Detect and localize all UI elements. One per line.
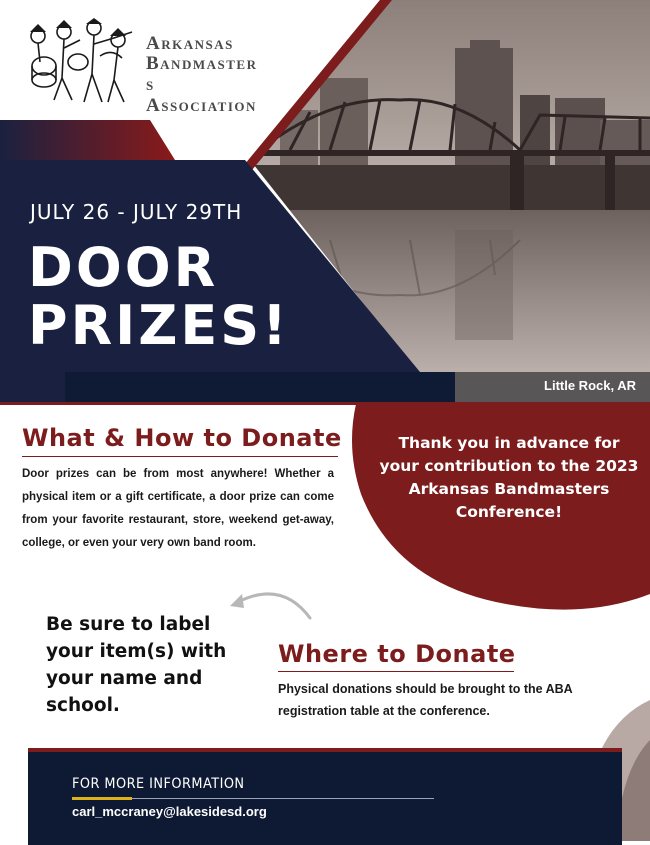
org-name-line-4: Association (146, 95, 257, 116)
band-logo (22, 18, 134, 106)
org-name-line-2: Bandmaster (146, 53, 258, 74)
page-title-line-1: DOOR (28, 236, 219, 299)
where-heading: Where to Donate (278, 640, 516, 668)
more-info-heading: FOR MORE INFORMATION (72, 776, 245, 792)
event-date: JULY 26 - JULY 29TH (30, 200, 243, 224)
what-how-heading: What & How to Donate (22, 424, 342, 452)
org-name-line-3: s (146, 74, 155, 95)
what-heading-divider (22, 456, 338, 457)
thanks-message: Thank you in advance for your contribution to the 2023 Arkansas Bandmasters Conference! (379, 434, 639, 521)
what-how-body: Door prizes can be from most anywhere! Whether a physical item or a gift certificate, a door prize can come from your favorite restaurant, store, weekend get-away, college, or even your very own band room. (22, 468, 334, 549)
label-reminder: Be sure to label your item(s) with your name and school. (46, 614, 227, 716)
footer-accent-bar (72, 797, 132, 800)
curved-arrow-icon (222, 588, 322, 638)
where-heading-divider (278, 671, 514, 672)
org-name-line-1: Arkansas (146, 33, 234, 54)
page-title-line-2: PRIZES! (28, 294, 290, 357)
location-caption: Little Rock, AR (544, 378, 636, 393)
contact-email[interactable]: carl_mccraney@lakesidesd.org (72, 804, 267, 819)
where-body: Physical donations should be brought to the ABA registration table at the conference. (278, 682, 573, 718)
